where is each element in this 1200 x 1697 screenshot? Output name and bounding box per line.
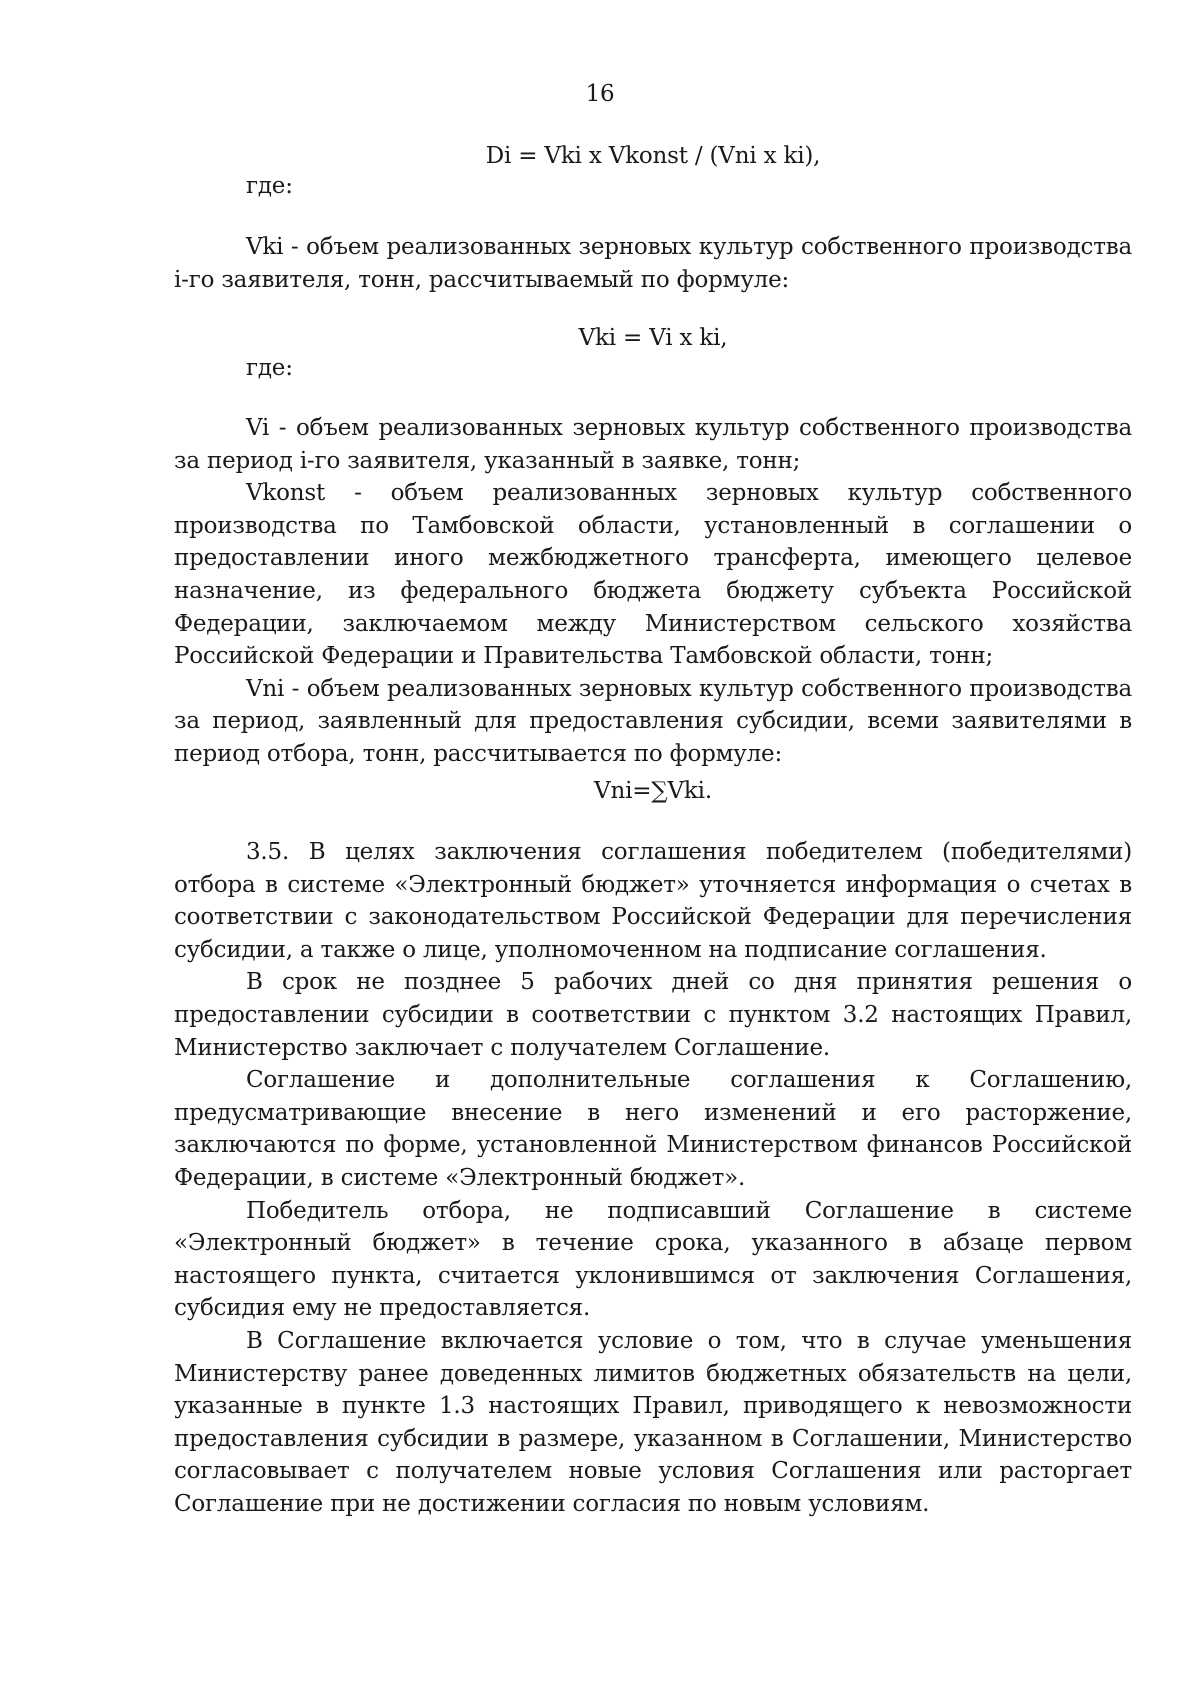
paragraph-3-5: 3.5. В целях заключения соглашения победителем (победителями) отбора в системе «Электронный бюджет» уточняется информация о счетах в соответствии с законодательством Российской Федерации для перечисления субсидии, а также о лице, уполномоченном на подписание соглашения. [174, 839, 1132, 963]
vni-definition: Vni - объем реализованных зерновых культур собственного производства за период, заявленный для предоставления субсидии, всеми заявителями в период отбора, тонн, рассчитывается по формуле: [174, 675, 1132, 767]
vki-definition: Vki - объем реализованных зерновых культур собственного производства i-го заявителя, тонн, рассчитываемый по формуле: [174, 234, 1132, 293]
paragraph-unsigned: Победитель отбора, не подписавший Соглашение в системе «Электронный бюджет» в течение срока, указанного в абзаце первом настоящего пункта, считается уклонившимся от заключения Соглашения, субсидия ему не предоставляется. [174, 1197, 1132, 1322]
vkonst-definition: Vkonst - объем реализованных зерновых культур собственного производства по Тамбовской области, установленный в соглашении о предоставлении иного межбюджетного трансферта, имеющего целевое назначение, из федерального бюджета бюджету субъекта Российской Федерации, заключаемом между Министерством сельского хозяйства Российской Федерации и Правительства Тамбовской области, тонн; [174, 480, 1132, 670]
formula-di: Di = Vki x Vkonst / (Vni x ki), [485, 143, 821, 169]
where-label-2: где: [246, 355, 293, 381]
formula-vni: Vni=∑Vki. [594, 778, 712, 804]
page-number: 16 [585, 81, 615, 107]
vi-definition: Vi - объем реализованных зерновых культур собственного производства за период i-го заявителя, указанный в заявке, тонн; [174, 415, 1132, 474]
paragraph-deadline: В срок не позднее 5 рабочих дней со дня принятия решения о предоставлении субсидии в соответствии с пунктом 3.2 настоящих Правил, Министерство заключает с получателем Соглашение. [174, 969, 1132, 1061]
section-3-5 [174, 836, 1132, 1520]
formula-vki: Vki = Vi x ki, [578, 325, 728, 351]
paragraph-limits: В Соглашение включается условие о том, что в случае уменьшения Министерству ранее доведенных лимитов бюджетных обязательств на цели, указанные в пункте 1.3 настоящих Правил, приводящего к невозможности предоставления субсидии в размере, указанном в Соглашении, Министерство согласовывает с получателем новые условия Соглашения или расторгает Соглашение при не достижении согласия по новым условиям. [174, 1327, 1132, 1517]
paragraph-agreement-form: Соглашение и дополнительные соглашения к Соглашению, предусматривающие внесение в него изменений и его расторжение, заключаются по форме, установленной Министерством финансов Российской Федерации, в системе «Электронный бюджет». [174, 1067, 1132, 1191]
where-label-1: где: [246, 173, 293, 199]
definitions-block [174, 412, 1132, 771]
